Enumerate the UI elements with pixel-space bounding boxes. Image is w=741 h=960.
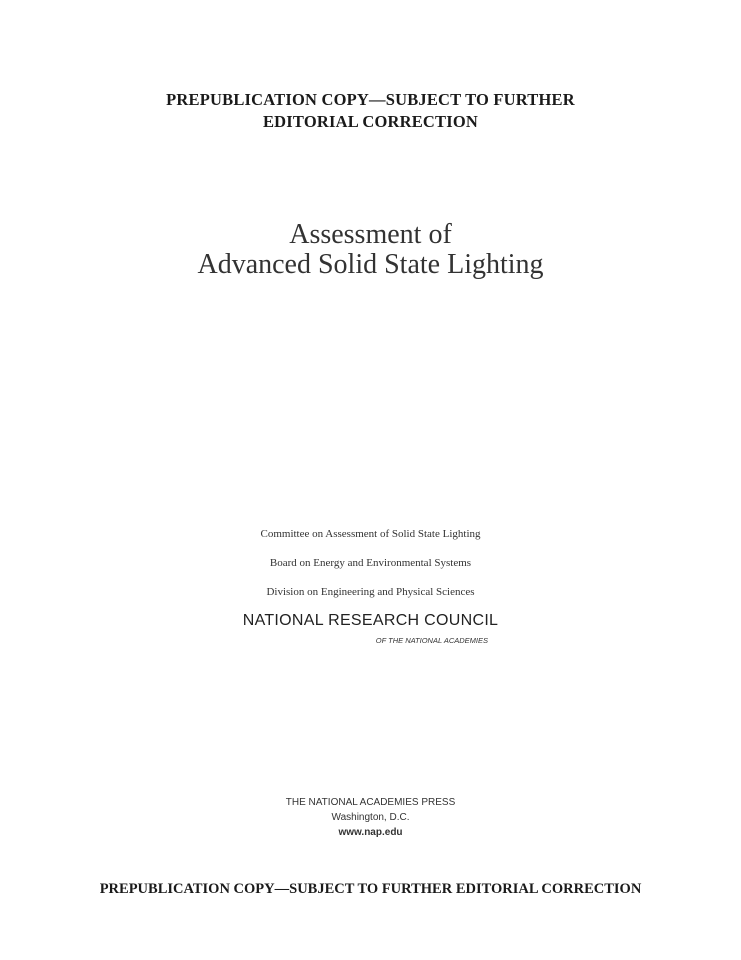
document-title: [0, 220, 741, 280]
header-line-2: EDITORIAL CORRECTION: [262, 112, 479, 131]
title-line-1: Assessment of: [289, 219, 452, 250]
division-name: Division on Engineering and Physical Sciences: [266, 586, 475, 598]
publisher-name: THE NATIONAL ACADEMIES PRESS: [285, 797, 456, 808]
publisher-city: Washington, D.C.: [331, 812, 410, 823]
council-subtitle: OF THE NATIONAL ACADEMIES: [375, 636, 488, 645]
board-name: Board on Energy and Environmental Systems: [269, 557, 472, 569]
header-line-1: PREPUBLICATION COPY—SUBJECT TO FURTHER: [166, 90, 575, 109]
committee-name: Committee on Assessment of Solid State Lighting: [260, 528, 481, 540]
title-line-2: Advanced Solid State Lighting: [197, 249, 544, 280]
prepublication-header: [0, 89, 741, 133]
prepublication-footer: PREPUBLICATION COPY—SUBJECT TO FURTHER EDITORIAL CORRECTION: [99, 881, 642, 897]
council-name: NATIONAL RESEARCH COUNCIL: [242, 612, 499, 629]
publisher-url: www.nap.edu: [338, 827, 403, 838]
